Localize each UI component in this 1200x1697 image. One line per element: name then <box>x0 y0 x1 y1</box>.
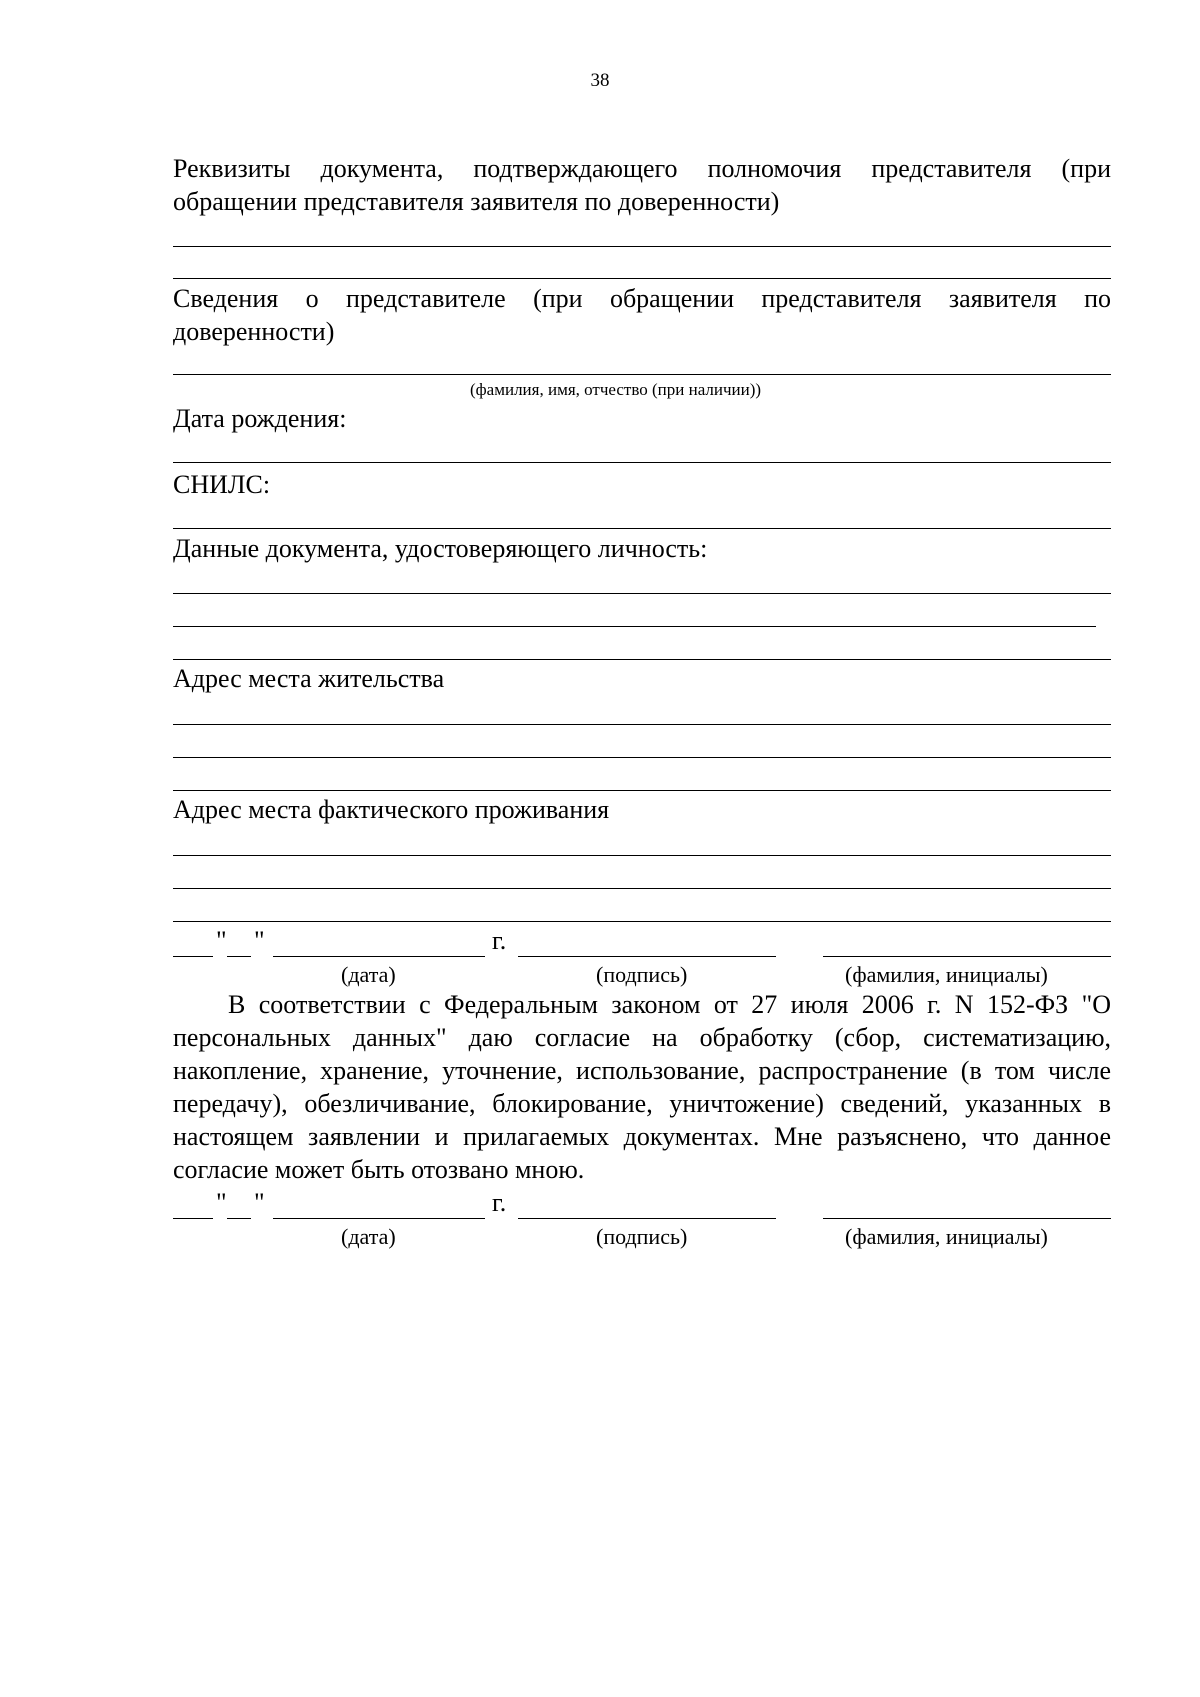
signature-caption-2: (подпись) <box>596 1224 688 1249</box>
representative-doc-line-2[interactable] <box>173 278 1111 279</box>
name-caption-2: (фамилия, инициалы) <box>845 1224 1048 1249</box>
month-year-field-2[interactable] <box>273 1218 485 1219</box>
name-initials-field-2[interactable] <box>823 1218 1111 1219</box>
actual-address-label: Адрес места фактического проживания <box>173 795 610 824</box>
day-field-2[interactable] <box>173 1218 213 1219</box>
residence-address-label: Адрес места жительства <box>173 664 445 693</box>
residence-address-line-3[interactable] <box>173 790 1111 791</box>
month-year-field-1[interactable] <box>273 956 485 957</box>
signature-field-1[interactable] <box>518 956 776 957</box>
date-caption-2: (дата) <box>341 1224 396 1249</box>
representative-info-label: Сведения о представителе (при обращении представителя заявителя по доверенности) <box>173 284 1111 346</box>
representative-name-caption: (фамилия, имя, отчество (при наличии)) <box>470 380 762 399</box>
snils-label: СНИЛС: <box>173 470 271 499</box>
day-number-field-2[interactable] <box>227 1218 251 1219</box>
signature-caption-1: (подпись) <box>596 962 688 987</box>
signature-field-2[interactable] <box>518 1218 776 1219</box>
residence-address-line-1[interactable] <box>173 724 1111 725</box>
name-initials-field-1[interactable] <box>823 956 1111 957</box>
identity-doc-line-2[interactable] <box>173 626 1096 627</box>
quote-open-1: " <box>216 926 227 955</box>
quote-close-1: " <box>254 926 265 955</box>
quote-open-2: " <box>216 1188 227 1217</box>
actual-address-line-1[interactable] <box>173 855 1111 856</box>
signature-row-1 <box>173 924 1111 964</box>
actual-address-line-2[interactable] <box>173 888 1111 889</box>
identity-doc-label: Данные документа, удостоверяющего личность: <box>173 534 708 563</box>
day-field-1[interactable] <box>173 956 213 957</box>
actual-address-line-3[interactable] <box>173 921 1111 922</box>
snils-line[interactable] <box>173 528 1111 529</box>
day-number-field-1[interactable] <box>227 956 251 957</box>
date-caption-1: (дата) <box>341 962 396 987</box>
representative-name-line[interactable] <box>173 374 1111 375</box>
representative-doc-label: Реквизиты документа, подтверждающего полномочия представителя (при обращении представителя заявителя по доверенности) <box>173 154 1111 216</box>
year-suffix-2: г. <box>492 1188 507 1217</box>
birth-date-label: Дата рождения: <box>173 404 347 433</box>
representative-doc-line-1[interactable] <box>173 246 1111 247</box>
page-number: 38 <box>590 70 610 91</box>
birth-date-line[interactable] <box>173 462 1111 463</box>
consent-paragraph: В соответствии с Федеральным законом от 27 июля 2006 г. N 152-ФЗ "О персональных данных" даю согласие на обработку (сбор, систематизацию, накопление, хранение, уточнение, использование, распространение (в том числе передачу), обезличивание, блокирование, уничтожение) сведений, указанных в настоящем заявлении и прилагаемых документах. Мне разъяснено, что данное согласие может быть отозвано мною. <box>173 990 1111 1184</box>
identity-doc-line-3[interactable] <box>173 659 1111 660</box>
name-caption-1: (фамилия, инициалы) <box>845 962 1048 987</box>
residence-address-line-2[interactable] <box>173 757 1111 758</box>
identity-doc-line-1[interactable] <box>173 593 1111 594</box>
year-suffix-1: г. <box>492 926 507 955</box>
quote-close-2: " <box>254 1188 265 1217</box>
signature-row-2 <box>173 1186 1111 1226</box>
